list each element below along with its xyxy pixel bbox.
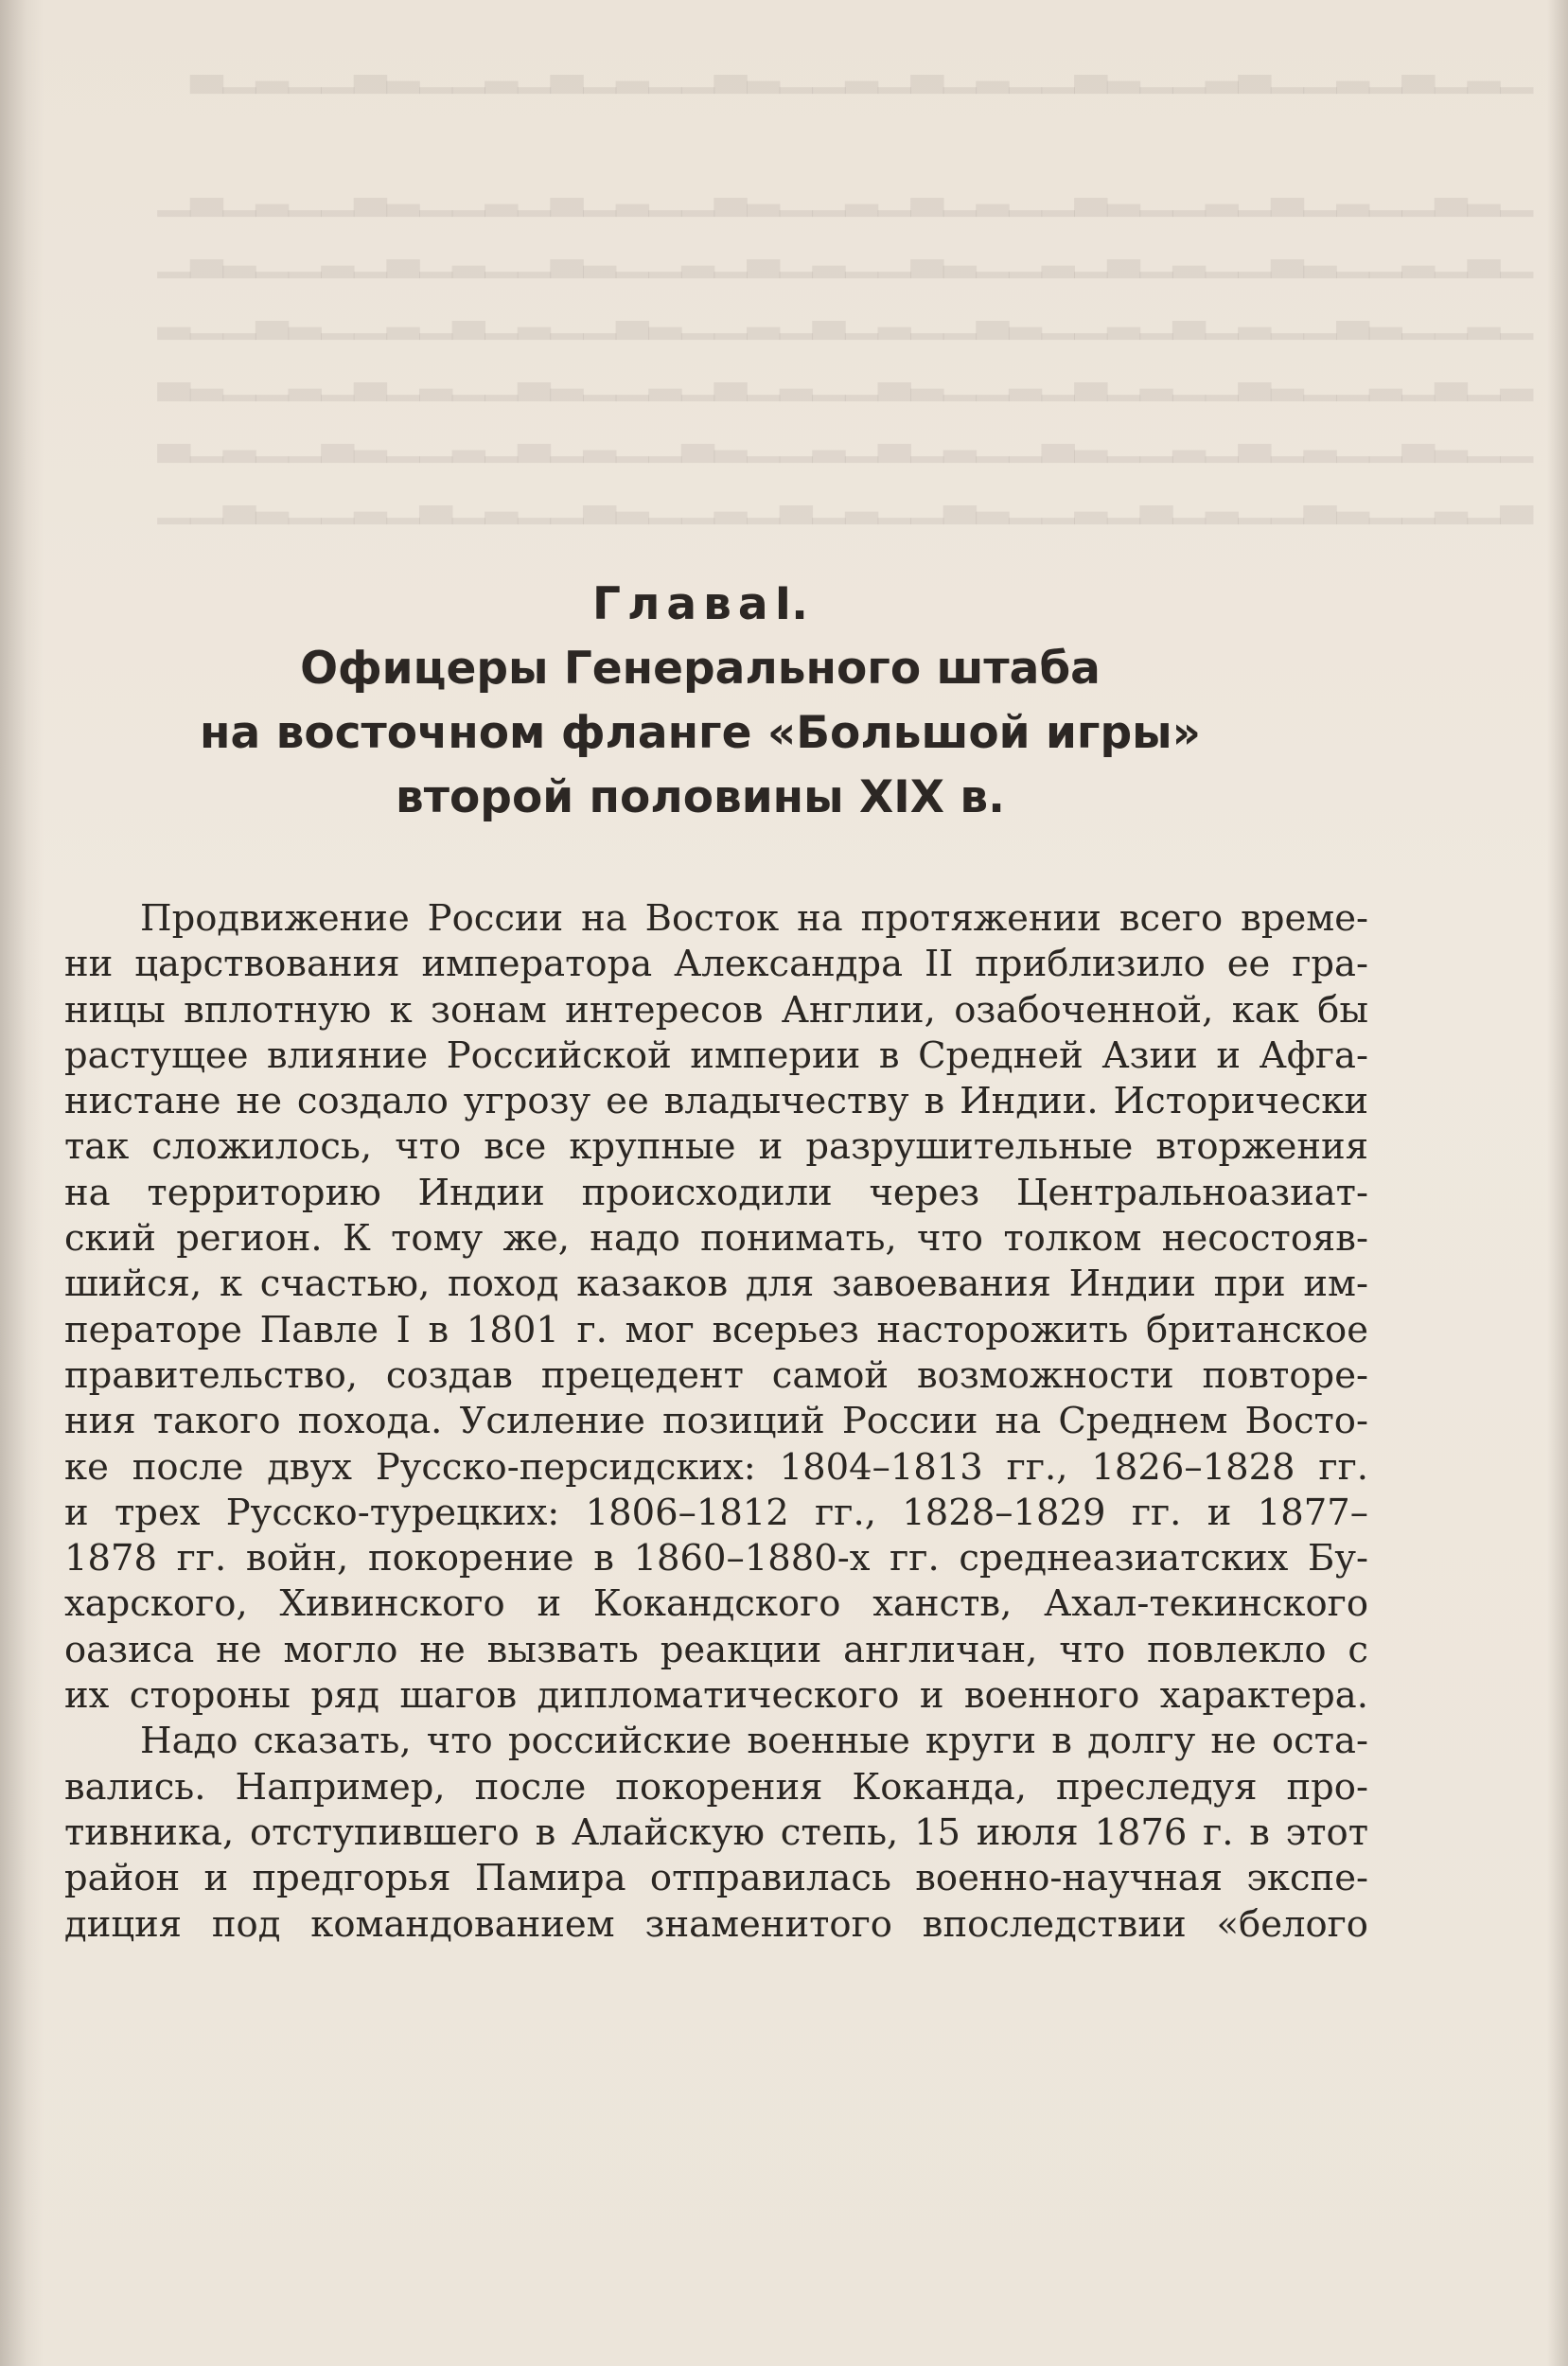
text-line: растущее влияние Российской империи в Средней Азии и Афга-: [64, 1033, 1368, 1077]
text-line: шийся, к счастью, поход казаков для завоевания Индии при им-: [64, 1262, 1368, 1306]
text-line: ни царствования императора Александра II приблизило ее гра-: [64, 943, 1368, 986]
text-line: 1878 гг. войн, покорение в 1860–1880-х гг. среднеазиатских Бу-: [64, 1537, 1368, 1580]
page-edge-shadow: [1547, 0, 1568, 2366]
text-line: правительство, создав прецедент самой возможности повторе-: [64, 1353, 1368, 1397]
text-line: ния такого похода. Усиление позиций России на Среднем Восто-: [64, 1400, 1368, 1443]
text-line: нистане не создало угрозу ее владычеству в Индии. Исторически: [64, 1080, 1368, 1123]
text-line: вались. Например, после покорения Коканда, преследуя про-: [64, 1765, 1368, 1809]
chapter-body-text: [64, 896, 1368, 1948]
text-line: на территорию Индии происходили через Центральноазиат-: [64, 1171, 1368, 1214]
text-line: так сложилось, что все крупные и разрушительные вторжения: [64, 1125, 1368, 1169]
text-line: ке после двух Русско-персидских: 1804–1813 гг., 1826–1828 гг.: [64, 1445, 1368, 1489]
text-line: оазиса не могло не вызвать реакции англичан, что повлекло с: [64, 1628, 1368, 1671]
chapter-title-line-2: на восточном фланге «Большой игры»: [200, 707, 1201, 759]
text-line: их стороны ряд шагов дипломатического и военного характера.: [64, 1674, 1368, 1718]
chapter-heading: [142, 573, 1259, 830]
chapter-number-line: [142, 573, 1259, 637]
chapter-title-line-3: второй половины XIX в.: [396, 771, 1005, 823]
text-line: ператоре Павле I в 1801 г. мог всерьез насторожить британское: [64, 1308, 1368, 1351]
chapter-number: I.: [774, 578, 808, 630]
paragraph-2: [64, 1719, 1368, 1947]
text-line: район и предгорья Памира отправилась военно-научная экспе-: [64, 1857, 1368, 1900]
text-line: харского, Хивинского и Кокандского ханств, Ахал-текинского: [64, 1582, 1368, 1626]
text-line: Надо сказать, что российские военные круги в долгу не оста-: [140, 1720, 1368, 1763]
chapter-label: Глава: [592, 578, 775, 630]
text-line: ский регион. К тому же, надо понимать, что толком несостояв-: [64, 1217, 1368, 1261]
paragraph-1: [64, 896, 1368, 1719]
text-line: Продвижение России на Восток на протяжении всего време-: [140, 897, 1368, 940]
text-line: и трех Русско-турецких: 1806–1812 гг., 1828–1829 гг. и 1877–: [64, 1491, 1368, 1534]
chapter-title-line-1: Офицеры Генерального штаба: [300, 643, 1101, 695]
text-line: ницы вплотную к зонам интересов Англии, озабоченной, как бы: [64, 988, 1368, 1032]
text-line: тивника, отступившего в Алайскую степь, 15 июля 1876 г. в этот: [64, 1810, 1368, 1854]
text-line: диция под командованием знаменитого впоследствии «белого: [64, 1902, 1368, 1946]
page-gutter-shadow: [0, 0, 44, 2366]
reverse-side-show-through: ▁▂▁▃▁▂▁▁▃▂▁▁▂▃▁▁▂▁▃▁▂▁▁▂▃▁▁▂▁▃▁▂▁▁▂▃▁▁▂▁▃ ▁▂▃▁▁▂▁▃▁▂▁▁▂▃▁▁▂▁▃▁▂▁▁▂▃▁▁▂▁▃▁▂▁▁▂▃▁▁▂▁▃▁ ▁▃▁▂▁▁▂▃▁▁▂▁▃▁▂▁▁▂▃▁▁▂▁▃▁▂▁▁▂▃▁▁▂▁▃▁▂▁▁▂▃▁ ▁▂▁▁▂▃▁▁▂▁▃▁▂▁▁▂▃▁▁▂▁▃▁▂▁▁▂▃▁▁▂▁▃▁▂▁▁▂▃▁▁▂ ▂▁▃▁▂▁▁▂▃▁▁▂▁▃▁▂▁▁▂▃▁▁▂▁▃▁▂▁▁▂▃▁▁▂▁▃▁▂▁▁▂▃ ▁▁▂▃▁▁▂▁▃▁▂▁▁▂▃▁▁▂▁▃▁▂▁▁▂▃▁▁▂▁▃▁▂▁▁▂▃▁▁▂▁▃ ▃▁▂▁▁▂▃▁▁▂▁▃▁▂▁▁▂▃▁▁▂▁▃▁▂▁▁▂▃▁▁▂▁▃▁▂▁▁▂▃▁▁: [157, 44, 1533, 524]
